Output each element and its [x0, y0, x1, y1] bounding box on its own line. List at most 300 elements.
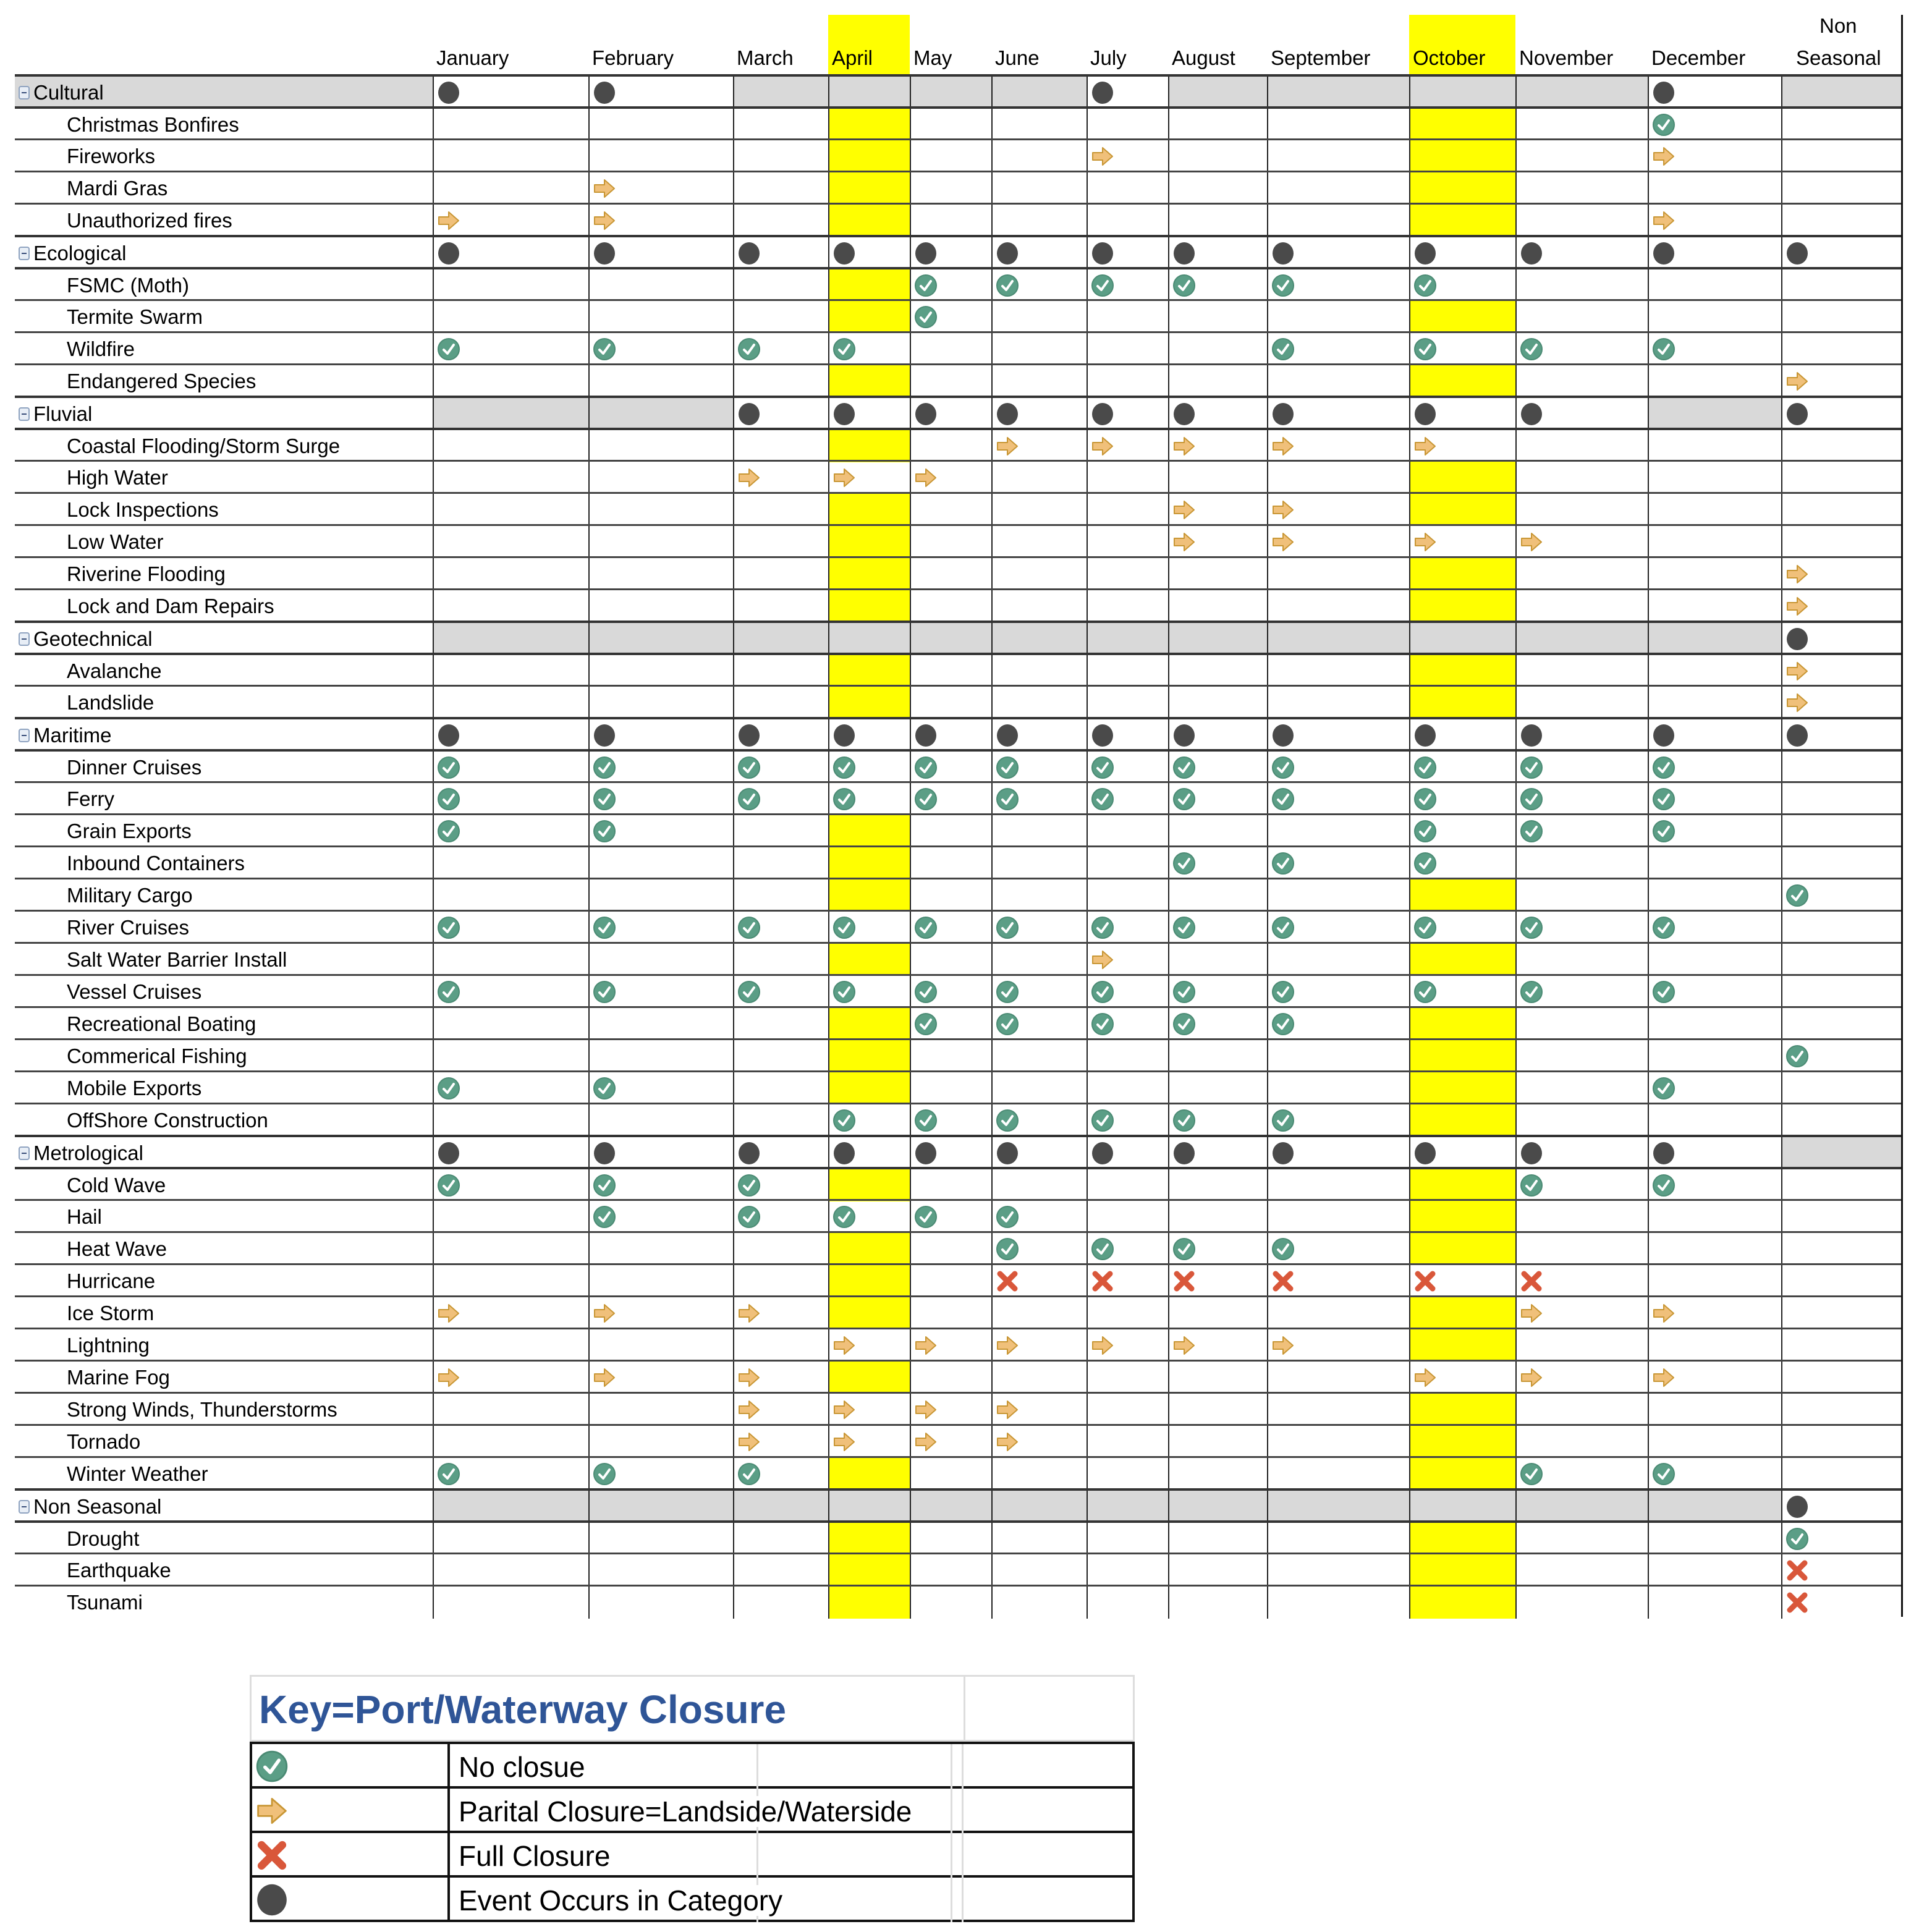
event-row[interactable]: [15, 588, 1902, 621]
cell-ns: [1781, 1169, 1902, 1201]
category-row-maritime[interactable]: [15, 717, 1902, 749]
cell-may: [910, 462, 991, 494]
x-icon: [1413, 1269, 1438, 1294]
arrow-icon: [592, 208, 617, 233]
cell-oct: [1409, 1362, 1515, 1394]
cell-sep: [1267, 944, 1409, 976]
check-icon: [592, 337, 617, 362]
cell-jul: [1087, 912, 1168, 944]
collapse-toggle-icon[interactable]: [19, 1146, 30, 1160]
event-label: [15, 1587, 433, 1619]
column-header-mar: March: [737, 46, 794, 69]
cell-sep: [1267, 815, 1409, 847]
event-row[interactable]: [15, 492, 1902, 524]
cell-ns: [1781, 237, 1902, 269]
column-header-dec: December: [1651, 46, 1746, 69]
event-name: Termite Swarm: [67, 305, 203, 328]
event-row[interactable]: [15, 1167, 1902, 1199]
cell-feb: [588, 269, 733, 302]
event-row[interactable]: [15, 1199, 1902, 1231]
cell-jul: [1087, 976, 1168, 1008]
check-icon: [1413, 337, 1438, 362]
cell-oct: [1409, 815, 1515, 847]
cell-jun: [991, 462, 1087, 494]
cell-dec: [1648, 1072, 1781, 1104]
check-icon: [1090, 1237, 1115, 1261]
cell-oct: [1409, 462, 1515, 494]
dot-icon: [737, 241, 761, 266]
event-row[interactable]: [15, 1231, 1902, 1263]
check-icon: [1271, 787, 1295, 811]
event-row[interactable]: [15, 1585, 1902, 1617]
cell-nov: [1515, 77, 1648, 109]
cell-feb: [588, 1040, 733, 1072]
dot-icon: [1519, 241, 1544, 266]
cell-nov: [1515, 752, 1648, 784]
cell-ns: [1781, 430, 1902, 462]
cell-jan: [433, 590, 588, 622]
event-name: Mobile Exports: [67, 1077, 202, 1099]
check-icon: [737, 755, 761, 780]
arrow-icon: [1519, 1365, 1544, 1390]
cell-oct: [1409, 237, 1515, 269]
category-row-fluvial[interactable]: [15, 396, 1902, 428]
cell-feb: [588, 1394, 733, 1426]
collapse-toggle-icon[interactable]: [19, 1500, 30, 1514]
cell-apr: [828, 205, 910, 237]
cell-sep: [1267, 1426, 1409, 1458]
check-icon: [436, 1076, 461, 1101]
cell-jun: [991, 109, 1087, 141]
cell-may: [910, 1523, 991, 1555]
check-icon: [592, 915, 617, 940]
cell-mar: [733, 1072, 828, 1104]
event-row[interactable]: [15, 267, 1902, 299]
cell-ns: [1781, 623, 1902, 655]
check-icon: [995, 787, 1020, 811]
legend-gridline: [962, 1878, 964, 1922]
cell-jun: [991, 1587, 1087, 1619]
event-label: [15, 1394, 433, 1426]
cell-apr: [828, 172, 910, 205]
cell-dec: [1648, 1362, 1781, 1394]
cell-jan: [433, 1169, 588, 1201]
cell-jan: [433, 172, 588, 205]
cell-nov: [1515, 462, 1648, 494]
cell-feb: [588, 752, 733, 784]
cell-aug: [1168, 1297, 1267, 1329]
cell-oct: [1409, 1008, 1515, 1040]
cell-apr: [828, 1233, 910, 1265]
cell-ns: [1781, 1201, 1902, 1233]
collapse-toggle-icon[interactable]: [19, 632, 30, 646]
cell-feb: [588, 172, 733, 205]
cell-dec: [1648, 269, 1781, 302]
cell-mar: [733, 205, 828, 237]
cell-sep: [1267, 526, 1409, 558]
arrow-icon: [737, 1397, 761, 1422]
cell-jan: [433, 944, 588, 976]
event-row[interactable]: [15, 749, 1902, 781]
event-row[interactable]: [15, 524, 1902, 556]
cell-apr: [828, 558, 910, 590]
cell-feb: [588, 847, 733, 879]
check-icon: [592, 980, 617, 1004]
event-label: [15, 976, 433, 1008]
cell-mar: [733, 623, 828, 655]
cell-dec: [1648, 140, 1781, 172]
cell-ns: [1781, 494, 1902, 526]
cell-feb: [588, 1491, 733, 1523]
cell-jul: [1087, 1201, 1168, 1233]
check-icon: [1271, 1237, 1295, 1261]
cell-nov: [1515, 1137, 1648, 1169]
check-icon: [1090, 915, 1115, 940]
collapse-toggle-icon[interactable]: [19, 86, 30, 100]
check-icon: [1651, 1173, 1676, 1198]
cell-mar: [733, 847, 828, 879]
event-name: Coastal Flooding/Storm Surge: [67, 434, 341, 457]
dot-icon: [1651, 241, 1676, 266]
event-label: [15, 462, 433, 494]
event-row[interactable]: [15, 363, 1902, 396]
cell-dec: [1648, 1169, 1781, 1201]
dot-icon: [913, 402, 938, 426]
dot-icon: [1413, 402, 1438, 426]
cell-jul: [1087, 1265, 1168, 1297]
event-row[interactable]: [15, 1553, 1902, 1585]
check-icon: [913, 980, 938, 1004]
event-label: [15, 1265, 433, 1297]
cell-sep: [1267, 140, 1409, 172]
cell-sep: [1267, 1008, 1409, 1040]
legend-icon-cell: [252, 1789, 450, 1833]
event-name: Hail: [67, 1205, 102, 1228]
event-row[interactable]: [15, 1360, 1902, 1392]
collapse-toggle-icon[interactable]: [19, 407, 30, 421]
arrow-icon: [592, 1301, 617, 1326]
cell-sep: [1267, 1329, 1409, 1362]
cell-mar: [733, 333, 828, 365]
dot-icon: [1271, 241, 1295, 266]
column-header-oct: October: [1413, 46, 1486, 69]
column-header-sep: September: [1271, 46, 1371, 69]
cell-jan: [433, 623, 588, 655]
cell-sep: [1267, 1458, 1409, 1490]
cell-may: [910, 430, 991, 462]
cell-dec: [1648, 1426, 1781, 1458]
event-row[interactable]: [15, 106, 1902, 138]
cell-feb: [588, 365, 733, 397]
arrow-icon: [737, 465, 761, 490]
cell-jan: [433, 847, 588, 879]
cell-jun: [991, 1265, 1087, 1297]
check-icon: [1651, 337, 1676, 362]
check-icon: [1519, 1173, 1544, 1198]
cell-jan: [433, 398, 588, 430]
cell-feb: [588, 1201, 733, 1233]
cell-feb: [588, 687, 733, 719]
event-row[interactable]: [15, 653, 1902, 685]
event-row[interactable]: [15, 138, 1902, 171]
cell-jul: [1087, 1072, 1168, 1104]
event-row[interactable]: [15, 428, 1902, 460]
cell-jul: [1087, 1137, 1168, 1169]
event-row[interactable]: [15, 910, 1902, 942]
cell-aug: [1168, 1104, 1267, 1137]
cell-apr: [828, 944, 910, 976]
category-row-non-seasonal[interactable]: [15, 1488, 1902, 1520]
cell-apr: [828, 301, 910, 333]
check-icon: [1651, 755, 1676, 780]
cell-sep: [1267, 1072, 1409, 1104]
cell-may: [910, 976, 991, 1008]
event-row[interactable]: [15, 781, 1902, 813]
arrow-icon: [1090, 1333, 1115, 1358]
cell-jun: [991, 590, 1087, 622]
check-icon: [1271, 1108, 1295, 1133]
event-row[interactable]: [15, 942, 1902, 974]
event-row[interactable]: [15, 1328, 1902, 1360]
event-row[interactable]: [15, 1392, 1902, 1424]
cell-ns: [1781, 912, 1902, 944]
event-row[interactable]: [15, 1456, 1902, 1488]
dot-icon: [913, 723, 938, 748]
cell-jul: [1087, 558, 1168, 590]
cell-jul: [1087, 333, 1168, 365]
cell-sep: [1267, 430, 1409, 462]
event-row[interactable]: [15, 460, 1902, 492]
cell-aug: [1168, 1137, 1267, 1169]
cell-feb: [588, 558, 733, 590]
dot-icon: [1785, 402, 1810, 426]
cell-may: [910, 269, 991, 302]
cell-jun: [991, 912, 1087, 944]
dot-icon: [436, 80, 461, 105]
cell-dec: [1648, 879, 1781, 912]
event-label: [15, 109, 433, 141]
cell-apr: [828, 847, 910, 879]
event-row[interactable]: [15, 171, 1902, 203]
cell-dec: [1648, 172, 1781, 205]
check-icon: [1785, 883, 1810, 908]
cell-nov: [1515, 1233, 1648, 1265]
cell-may: [910, 1297, 991, 1329]
event-name: River Cruises: [67, 916, 190, 939]
category-label: [15, 77, 433, 109]
event-row[interactable]: [15, 1520, 1902, 1553]
check-icon: [1090, 755, 1115, 780]
collapse-toggle-icon[interactable]: [19, 247, 30, 260]
event-label: [15, 687, 433, 719]
event-row[interactable]: [15, 878, 1902, 910]
dot-icon: [1785, 627, 1810, 651]
cell-jan: [433, 719, 588, 752]
cell-dec: [1648, 783, 1781, 815]
cell-oct: [1409, 140, 1515, 172]
cell-dec: [1648, 912, 1781, 944]
cell-jul: [1087, 752, 1168, 784]
event-row[interactable]: [15, 1038, 1902, 1070]
cell-oct: [1409, 1169, 1515, 1201]
dot-icon: [1413, 1141, 1438, 1166]
cell-oct: [1409, 1329, 1515, 1362]
cell-sep: [1267, 912, 1409, 944]
cell-oct: [1409, 687, 1515, 719]
check-icon: [1271, 337, 1295, 362]
cell-jul: [1087, 398, 1168, 430]
event-row[interactable]: [15, 1295, 1902, 1328]
event-name: Lock Inspections: [67, 498, 219, 521]
event-row[interactable]: [15, 331, 1902, 363]
arrow-icon: [737, 1365, 761, 1390]
cell-jul: [1087, 1104, 1168, 1137]
arrow-icon: [1172, 1333, 1197, 1358]
cell-jul: [1087, 430, 1168, 462]
event-row[interactable]: [15, 1103, 1902, 1135]
cell-jun: [991, 879, 1087, 912]
cell-jul: [1087, 494, 1168, 526]
check-icon: [1172, 1012, 1197, 1036]
cell-nov: [1515, 1458, 1648, 1490]
cell-sep: [1267, 976, 1409, 1008]
cell-ns: [1781, 1265, 1902, 1297]
dot-icon: [1172, 1141, 1197, 1166]
cell-oct: [1409, 719, 1515, 752]
legend-gridline: [962, 1833, 964, 1878]
category-row-cultural[interactable]: [15, 74, 1902, 106]
cell-nov: [1515, 140, 1648, 172]
cell-oct: [1409, 912, 1515, 944]
cell-apr: [828, 655, 910, 687]
cell-feb: [588, 912, 733, 944]
event-row[interactable]: [15, 203, 1902, 235]
check-icon: [1413, 980, 1438, 1004]
event-name: Winter Weather: [67, 1462, 208, 1485]
cell-dec: [1648, 847, 1781, 879]
cell-nov: [1515, 269, 1648, 302]
event-row[interactable]: [15, 1263, 1902, 1295]
event-name: FSMC (Moth): [67, 274, 189, 297]
cell-jan: [433, 1554, 588, 1587]
arrow-icon: [1271, 434, 1295, 459]
category-row-ecological[interactable]: [15, 235, 1902, 267]
cell-jun: [991, 77, 1087, 109]
cell-jul: [1087, 1394, 1168, 1426]
cell-may: [910, 1491, 991, 1523]
cell-jan: [433, 526, 588, 558]
cell-apr: [828, 237, 910, 269]
check-icon: [1090, 980, 1115, 1004]
check-icon: [592, 1173, 617, 1198]
cell-sep: [1267, 269, 1409, 302]
cell-may: [910, 205, 991, 237]
cell-may: [910, 1008, 991, 1040]
cell-jul: [1087, 623, 1168, 655]
dot-icon: [1651, 1141, 1676, 1166]
cell-mar: [733, 1426, 828, 1458]
cell-jun: [991, 365, 1087, 397]
dot-icon: [737, 723, 761, 748]
cell-sep: [1267, 109, 1409, 141]
event-row[interactable]: [15, 1424, 1902, 1456]
cell-may: [910, 1458, 991, 1490]
cell-dec: [1648, 1137, 1781, 1169]
check-icon: [255, 1749, 289, 1784]
cell-jun: [991, 1362, 1087, 1394]
arrow-icon: [1090, 947, 1115, 972]
legend-label: No closue: [459, 1751, 585, 1783]
cell-ns: [1781, 719, 1902, 752]
check-icon: [1413, 787, 1438, 811]
category-row-geotechnical[interactable]: [15, 621, 1902, 653]
cell-aug: [1168, 1233, 1267, 1265]
cell-dec: [1648, 494, 1781, 526]
cell-feb: [588, 1297, 733, 1329]
cell-jun: [991, 1137, 1087, 1169]
cell-sep: [1267, 205, 1409, 237]
cell-may: [910, 1554, 991, 1587]
cell-aug: [1168, 109, 1267, 141]
cell-jul: [1087, 1491, 1168, 1523]
arrow-icon: [1651, 1365, 1676, 1390]
cell-feb: [588, 1458, 733, 1490]
cell-sep: [1267, 301, 1409, 333]
cell-mar: [733, 1523, 828, 1555]
event-row[interactable]: [15, 974, 1902, 1006]
event-name: Military Cargo: [67, 884, 193, 907]
legend-gridline: [951, 1833, 952, 1878]
cell-aug: [1168, 1265, 1267, 1297]
check-icon: [832, 787, 857, 811]
cell-sep: [1267, 1265, 1409, 1297]
cell-may: [910, 1072, 991, 1104]
collapse-toggle-icon[interactable]: [19, 729, 30, 742]
check-icon: [592, 755, 617, 780]
cell-jul: [1087, 1169, 1168, 1201]
arrow-icon: [995, 434, 1020, 459]
cell-jan: [433, 269, 588, 302]
column-header-ns-line1: Non: [1819, 14, 1857, 37]
event-row[interactable]: [15, 685, 1902, 717]
cell-feb: [588, 719, 733, 752]
check-icon: [436, 787, 461, 811]
event-row[interactable]: [15, 813, 1902, 845]
dot-icon: [1090, 241, 1115, 266]
dot-icon: [1172, 402, 1197, 426]
cell-nov: [1515, 558, 1648, 590]
cell-jun: [991, 1040, 1087, 1072]
cell-may: [910, 365, 991, 397]
legend-label: Event Occurs in Category: [459, 1884, 783, 1917]
arrow-icon: [832, 465, 857, 490]
cell-may: [910, 752, 991, 784]
cell-mar: [733, 269, 828, 302]
event-name: High Water: [67, 466, 168, 489]
category-label: [15, 1491, 433, 1523]
check-icon: [1172, 1237, 1197, 1261]
cell-feb: [588, 1169, 733, 1201]
event-row[interactable]: [15, 845, 1902, 878]
event-row[interactable]: [15, 1006, 1902, 1038]
cell-feb: [588, 1362, 733, 1394]
event-row[interactable]: [15, 299, 1902, 331]
category-row-metrological[interactable]: [15, 1135, 1902, 1167]
cell-mar: [733, 1362, 828, 1394]
event-row[interactable]: [15, 1070, 1902, 1103]
event-row[interactable]: [15, 556, 1902, 588]
event-label: [15, 752, 433, 784]
